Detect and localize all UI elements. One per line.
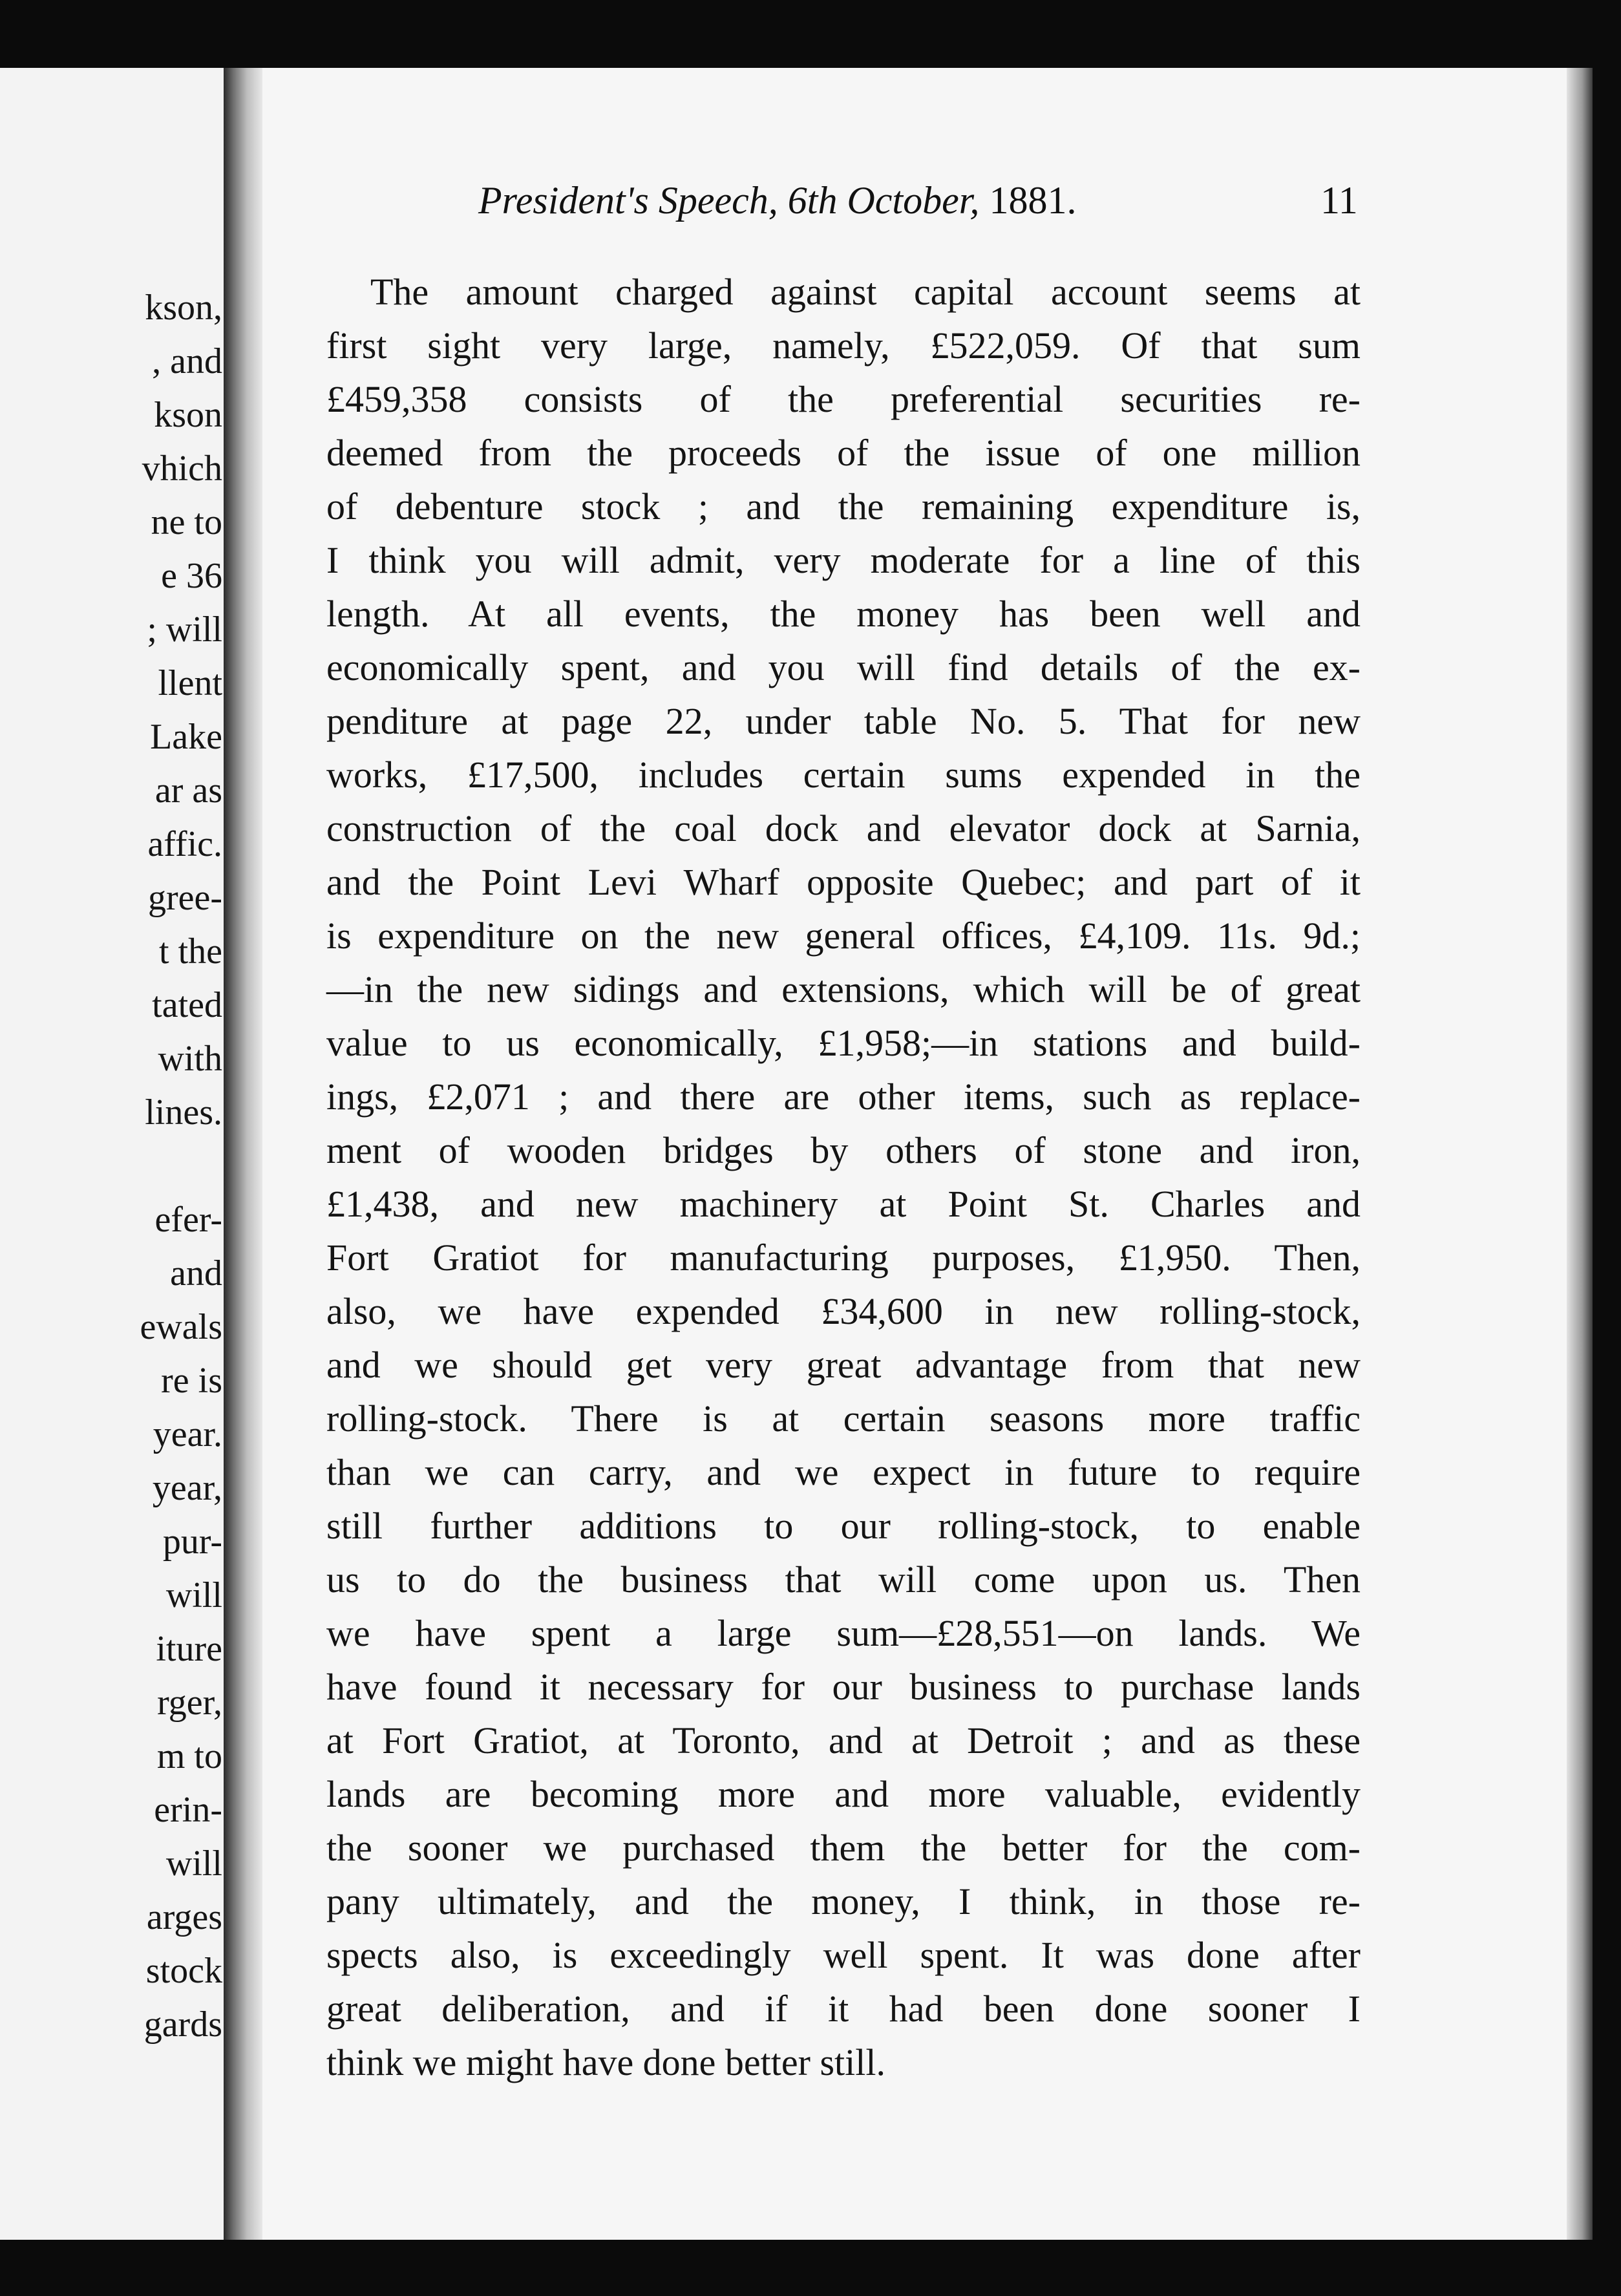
text-line: also, we have expended £34,600 in new rolling-stock, (326, 1290, 1361, 1332)
text-line: us to do the business that will come upon us. Then (326, 1558, 1361, 1600)
left-line: e 36 (161, 556, 222, 596)
text-line: than we can carry, and we expect in future to require (326, 1451, 1361, 1493)
left-line: kson (154, 395, 222, 435)
body-paragraph (326, 265, 1361, 2089)
text-line: £459,358 consists of the preferential securities re- (326, 378, 1361, 420)
text-line: works, £17,500, includes certain sums expended in the (326, 754, 1361, 796)
page-edge-shadow (1567, 68, 1593, 2240)
text-line: The amount charged against capital account seems at (370, 271, 1361, 313)
text-line: ment of wooden bridges by others of stone and iron, (326, 1129, 1361, 1171)
text-line: value to us economically, £1,958;—in stations and build- (326, 1022, 1361, 1064)
left-line: will (165, 1575, 222, 1615)
text-line: length. At all events, the money has been well and (326, 593, 1361, 635)
text-line: penditure at page 22, under table No. 5. That for new (326, 700, 1361, 742)
running-head (478, 178, 1076, 223)
left-line: t the (159, 931, 222, 972)
text-line: I think you will admit, very moderate for a line of this (326, 539, 1361, 581)
text-line: and we should get very great advantage from that new (326, 1344, 1361, 1386)
left-line: will (165, 1844, 222, 1884)
text-line: construction of the coal dock and elevator dock at Sarnia, (326, 807, 1361, 849)
text-line: first sight very large, namely, £522,059. Of that sum (326, 324, 1361, 367)
left-line: ne to (151, 502, 222, 542)
text-line: pany ultimately, and the money, I think, in those re- (326, 1880, 1361, 1922)
left-paragraph-gap (0, 1140, 222, 1193)
left-line: erin- (154, 1790, 222, 1830)
left-line: pur- (162, 1522, 222, 1562)
left-line: , and (152, 341, 222, 381)
left-line: ar as (154, 771, 222, 811)
left-line: and (170, 1253, 222, 1293)
text-line: still further additions to our rolling-stock, to enable (326, 1505, 1361, 1547)
left-line: m to (156, 1736, 222, 1776)
running-head-title: President's Speech, 6th October, (478, 179, 980, 222)
left-line: rger, (157, 1683, 222, 1723)
left-line: iture (156, 1629, 222, 1669)
left-line: year, (152, 1468, 222, 1508)
left-line: llent (158, 663, 222, 703)
left-line: tated (152, 985, 222, 1025)
text-line: and the Point Levi Wharf opposite Quebec; and part of it (326, 861, 1361, 903)
text-line: is expenditure on the new general offices, £4,109. 11s. 9d.; (326, 915, 1361, 957)
left-line: ; will (147, 610, 222, 650)
left-line: lines. (145, 1092, 222, 1132)
text-line: at Fort Gratiot, at Toronto, and at Detroit ; and as these (326, 1719, 1361, 1761)
text-line: lands are becoming more and more valuable, evidently (326, 1773, 1361, 1815)
running-head-year: 1881. (979, 179, 1077, 222)
text-line: rolling-stock. There is at certain seasons more traffic (326, 1398, 1361, 1440)
text-line: the sooner we purchased them the better for the com- (326, 1827, 1361, 1869)
text-line: economically spent, and you will find details of the ex- (326, 646, 1361, 688)
left-line: efer- (154, 1200, 222, 1240)
text-line: spects also, is exceedingly well spent. It was done after (326, 1934, 1361, 1976)
left-line: year. (153, 1414, 222, 1454)
text-line: of debenture stock ; and the remaining expenditure is, (326, 485, 1361, 527)
text-line: we have spent a large sum—£28,551—on lands. We (326, 1612, 1361, 1654)
text-line: have found it necessary for our business to purchase lands (326, 1666, 1361, 1708)
left-line: kson, (145, 288, 222, 328)
text-line: great deliberation, and if it had been done sooner I (326, 1988, 1361, 2030)
left-line: re is (161, 1361, 222, 1401)
left-page-text (0, 281, 222, 2052)
left-line: vhich (142, 449, 222, 489)
left-line: gree- (147, 878, 222, 918)
text-line: Fort Gratiot for manufacturing purposes, £1,950. Then, (326, 1237, 1361, 1279)
text-line: ings, £2,071 ; and there are other items, such as replace- (326, 1076, 1361, 1118)
text-line: —in the new sidings and extensions, which will be of great (326, 968, 1361, 1010)
left-line: arges (146, 1897, 222, 1937)
left-line: with (158, 1039, 222, 1079)
page-number: 11 (1320, 179, 1358, 222)
left-page-fragment (0, 68, 228, 2240)
left-line: Lake (150, 717, 222, 757)
left-line: affic. (147, 824, 222, 864)
text-line: deemed from the proceeds of the issue of one million (326, 432, 1361, 474)
left-line: gards (143, 2004, 222, 2045)
book-gutter (224, 68, 262, 2240)
left-line: stock (145, 1951, 222, 1991)
text-line: £1,438, and new machinery at Point St. Charles and (326, 1183, 1361, 1225)
text-line: think we might have done better still. (326, 2041, 885, 2083)
left-line: ewals (140, 1307, 222, 1347)
